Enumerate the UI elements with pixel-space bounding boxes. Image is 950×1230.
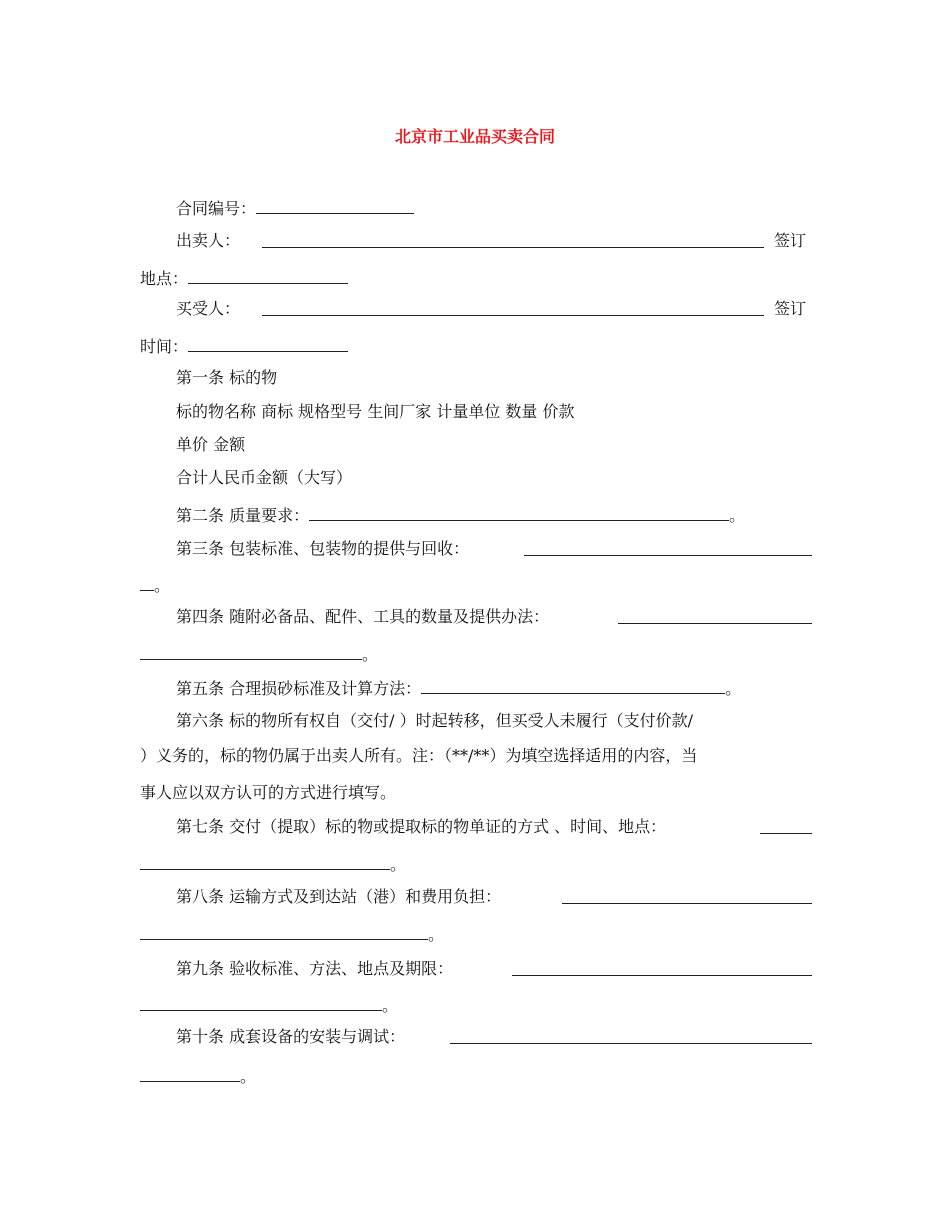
article-10-text: 第十条 成套设备的安装与调试：	[176, 1027, 406, 1046]
article-10-field-cont[interactable]	[140, 1064, 240, 1082]
article-2-text: 第二条 质量要求：	[176, 506, 310, 525]
article-6-line-2: ）义务的，标的物仍属于出卖人所有。注：（**/**）为填空选择适用的内容，当	[140, 746, 698, 765]
article-4-field[interactable]	[618, 606, 812, 624]
article-5	[176, 676, 741, 698]
article-10-cont	[140, 1064, 256, 1086]
article-1-total: 合计人民币金额（大写）	[176, 468, 353, 487]
article-7-end: 。	[390, 855, 407, 874]
sign-place-label: 地点：	[140, 269, 189, 288]
article-10	[176, 1026, 405, 1048]
article-9-end: 。	[382, 996, 399, 1015]
article-1-columns: 标的物名称 商标 规格型号 生间厂家 计量单位 数量 价款	[176, 402, 575, 421]
sign-time-line	[140, 334, 348, 356]
article-4-field-cont[interactable]	[140, 642, 362, 660]
article-7-field-cont[interactable]	[140, 852, 390, 870]
article-8-field[interactable]	[562, 886, 812, 904]
article-4	[176, 606, 549, 628]
article-7-field[interactable]	[760, 816, 812, 834]
seller-label: 出卖人：	[176, 231, 241, 250]
article-5-text: 第五条 合理损砂标准及计算方法：	[176, 679, 422, 698]
article-7-cont	[140, 852, 406, 874]
seller-line	[176, 230, 240, 252]
sign-time-field[interactable]	[188, 334, 348, 352]
article-2-end: 。	[729, 506, 746, 525]
article-3	[176, 538, 469, 560]
article-6-line-3: 事人应以双方认可的方式进行填写。	[140, 783, 397, 802]
buyer-line	[176, 298, 240, 320]
article-5-end: 。	[725, 679, 742, 698]
article-3-field[interactable]	[524, 538, 812, 556]
article-2-field[interactable]	[309, 503, 729, 521]
article-10-end: 。	[240, 1067, 257, 1086]
sign-place-line	[140, 266, 348, 288]
contract-number-line	[176, 196, 414, 218]
article-7	[176, 816, 666, 838]
sign-time-label: 时间：	[140, 337, 189, 356]
article-8-text: 第八条 运输方式及到达站（港）和费用负担：	[176, 887, 502, 906]
contract-number-field[interactable]	[256, 196, 414, 214]
buyer-field[interactable]	[262, 298, 764, 316]
article-3-text: 第三条 包装标准、包装物的提供与回收：	[176, 539, 470, 558]
article-8-end: 。	[428, 925, 445, 944]
article-2	[176, 503, 745, 525]
article-9-cont	[140, 993, 398, 1015]
article-5-field[interactable]	[421, 676, 725, 694]
buyer-sign-label: 签订	[774, 299, 807, 318]
article-3-cont	[140, 573, 170, 595]
seller-field[interactable]	[262, 230, 764, 248]
article-1-heading: 第一条 标的物	[176, 368, 278, 387]
article-9-field-cont[interactable]	[140, 993, 382, 1011]
article-10-field[interactable]	[450, 1026, 812, 1044]
article-6-line-1: 第六条 标的物所有权自（交付/ ）时起转移，但买受人未履行（支付价款/	[176, 711, 693, 730]
article-3-end: 。	[154, 576, 171, 595]
sign-place-field[interactable]	[188, 266, 348, 284]
article-7-text: 第七条 交付（提取）标的物或提取标的物单证的方式 、时间、地点：	[176, 817, 667, 836]
article-8-field-cont[interactable]	[140, 922, 428, 940]
seller-sign-label: 签订	[774, 231, 807, 250]
article-1-columns-2: 单价 金额	[176, 435, 246, 454]
article-4-end: 。	[362, 645, 379, 664]
article-3-field-cont[interactable]	[140, 573, 154, 591]
article-9-field[interactable]	[512, 958, 812, 976]
document-title: 北京市工业品买卖合同	[394, 127, 555, 146]
article-8	[176, 886, 501, 908]
buyer-label: 买受人：	[176, 299, 241, 318]
contract-number-label: 合同编号：	[176, 199, 257, 218]
article-8-cont	[140, 922, 444, 944]
article-4-cont	[140, 642, 378, 664]
article-9-text: 第九条 验收标准、方法、地点及期限：	[176, 959, 454, 978]
article-9	[176, 958, 453, 980]
article-4-text: 第四条 随附必备品、配件、工具的数量及提供办法：	[176, 607, 550, 626]
